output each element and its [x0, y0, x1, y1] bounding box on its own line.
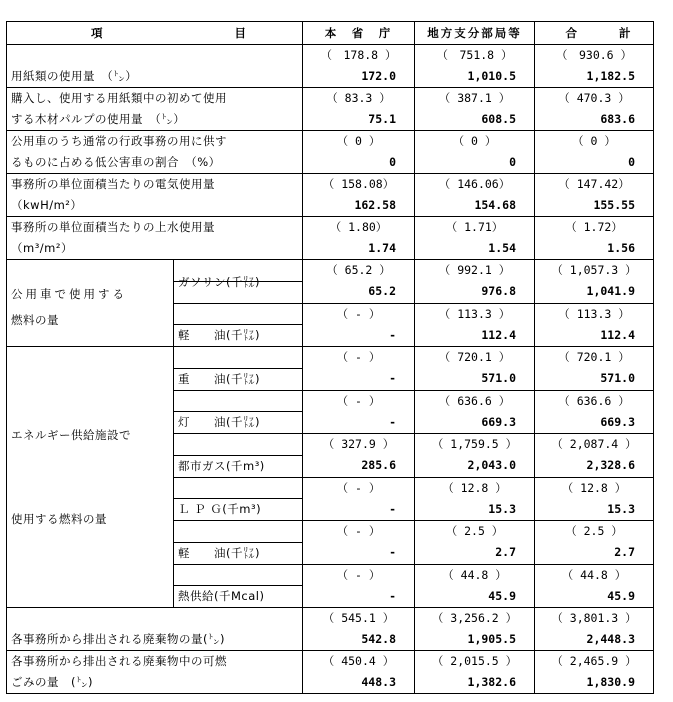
vdiesel-prev-regional: （ 113.3 ） [415, 303, 535, 325]
kerosene-prev-total: （ 636.6 ） [535, 390, 654, 412]
table-row [7, 66, 654, 88]
table-row [7, 238, 654, 260]
ediesel-prev-head: （ - ） [303, 521, 415, 543]
electricity-curr-total: 155.55 [535, 195, 654, 217]
waste-prev-regional: （ 3,256.2 ） [415, 608, 535, 630]
electricity-prev-regional: （ 146.06） [415, 174, 535, 196]
heat-curr-total: 45.9 [535, 586, 654, 608]
waste-curr-head: 542.8 [303, 629, 415, 651]
pulp-curr-head: 75.1 [303, 109, 415, 131]
citygas-prev-total: （ 2,087.4 ） [535, 434, 654, 456]
heavyoil-curr-total: 571.0 [535, 368, 654, 390]
lowpollution-curr-head: 0 [303, 152, 415, 174]
lpg-curr-total: 15.3 [535, 499, 654, 521]
kerosene-curr-head: - [303, 412, 415, 434]
water-label-2: （m³/m²） [7, 238, 303, 260]
vehicle-label-1: 公用車で使用する [11, 287, 127, 301]
water-curr-head: 1.74 [303, 238, 415, 260]
table-row [7, 45, 654, 67]
waste-label: 各事務所から排出される廃棄物の量(㌧) [7, 629, 303, 651]
lowpollution-prev-total: （ 0 ） [535, 131, 654, 153]
table-row [7, 608, 654, 630]
burnable-curr-regional: 1,382.6 [415, 672, 535, 694]
table-row [7, 651, 654, 673]
gasoline-prev-head: （ 65.2 ） [303, 260, 415, 282]
heavyoil-label: 重 油(千㍑) [174, 368, 303, 390]
paper-label: 用紙類の使用量 （㌧） [7, 66, 303, 88]
table-row [7, 672, 654, 694]
vehicle-group-label [7, 260, 174, 347]
header-total-b: 計 [619, 26, 633, 40]
pulp-prev-head: （ 83.3 ） [303, 88, 415, 110]
table-row [7, 217, 654, 239]
ediesel-curr-total: 2.7 [535, 542, 654, 564]
heat-prev-regional: （ 44.8 ） [415, 564, 535, 586]
electricity-curr-head: 162.58 [303, 195, 415, 217]
electricity-prev-head: （ 158.08） [303, 174, 415, 196]
paper-prev-regional: （ 751.8 ） [415, 45, 535, 67]
energy-label-2: 使用する燃料の量 [11, 512, 107, 526]
burnable-curr-total: 1,830.9 [535, 672, 654, 694]
pulp-curr-regional: 608.5 [415, 109, 535, 131]
citygas-prev-head: （ 327.9 ） [303, 434, 415, 456]
lpg-curr-regional: 15.3 [415, 499, 535, 521]
statistics-table [6, 21, 654, 694]
citygas-curr-head: 285.6 [303, 455, 415, 477]
burnable-prev-regional: （ 2,015.5 ） [415, 651, 535, 673]
gasoline-curr-regional: 976.8 [415, 281, 535, 303]
ediesel-curr-head: - [303, 542, 415, 564]
lpg-curr-head: - [303, 499, 415, 521]
energy-label-1: エネルギー供給施設で [11, 428, 131, 442]
water-prev-head: （ 1.80） [303, 217, 415, 239]
burnable-label-2: ごみの量 (㌧) [7, 672, 303, 694]
header-item-b: 目 [234, 26, 248, 40]
header-total [535, 22, 654, 45]
table-row [7, 152, 654, 174]
table-row [7, 109, 654, 131]
waste-curr-total: 2,448.3 [535, 629, 654, 651]
burnable-curr-head: 448.3 [303, 672, 415, 694]
energy-group-label [7, 347, 174, 608]
pulp-curr-total: 683.6 [535, 109, 654, 131]
kerosene-label: 灯 油(千㍑) [174, 412, 303, 434]
gasoline-curr-total: 1,041.9 [535, 281, 654, 303]
vdiesel-label: 軽 油(千㍑) [174, 325, 303, 347]
kerosene-prev-head: （ - ） [303, 390, 415, 412]
heat-prev-head: （ - ） [303, 564, 415, 586]
pulp-label-1: 購入し、使用する用紙類中の初めて使用 [7, 88, 303, 110]
table-row [7, 174, 654, 196]
heat-curr-regional: 45.9 [415, 586, 535, 608]
vdiesel-prev-head: （ - ） [303, 303, 415, 325]
pulp-prev-total: （ 470.3 ） [535, 88, 654, 110]
table-row [7, 260, 654, 282]
gasoline-prev-total: （ 1,057.3 ） [535, 260, 654, 282]
heat-curr-head: - [303, 586, 415, 608]
paper-prev-total: （ 930.6 ） [535, 45, 654, 67]
vdiesel-curr-regional: 112.4 [415, 325, 535, 347]
gasoline-label: ガソリン(千㍑) [174, 271, 303, 293]
vehicle-label-2: 燃料の量 [11, 313, 59, 327]
heat-label: 熱供給(千Mcal) [174, 586, 303, 608]
paper-curr-head: 172.0 [303, 66, 415, 88]
burnable-prev-head: （ 450.4 ） [303, 651, 415, 673]
kerosene-curr-total: 669.3 [535, 412, 654, 434]
water-prev-regional: （ 1.71） [415, 217, 535, 239]
vdiesel-curr-total: 112.4 [535, 325, 654, 347]
lowpollution-curr-regional: 0 [415, 152, 535, 174]
gasoline-curr-head: 65.2 [303, 281, 415, 303]
ediesel-curr-regional: 2.7 [415, 542, 535, 564]
lowpollution-label-2: るものに占める低公害車の割合 （%） [7, 152, 303, 174]
ediesel-prev-total: （ 2.5 ） [535, 521, 654, 543]
pulp-prev-regional: （ 387.1 ） [415, 88, 535, 110]
waste-prev-head: （ 545.1 ） [303, 608, 415, 630]
citygas-label: 都市ガス(千m³) [174, 455, 303, 477]
vdiesel-prev-total: （ 113.3 ） [535, 303, 654, 325]
burnable-label-1: 各事務所から排出される廃棄物中の可燃 [7, 651, 303, 673]
citygas-curr-total: 2,328.6 [535, 455, 654, 477]
water-curr-total: 1.56 [535, 238, 654, 260]
paper-prev-head: （ 178.8 ） [303, 45, 415, 67]
paper-curr-total: 1,182.5 [535, 66, 654, 88]
ediesel-label: 軽 油(千㍑) [174, 542, 303, 564]
table-row [7, 347, 654, 369]
heavyoil-curr-head: - [303, 368, 415, 390]
waste-prev-total: （ 3,801.3 ） [535, 608, 654, 630]
vdiesel-curr-head: - [303, 325, 415, 347]
waste-curr-regional: 1,905.5 [415, 629, 535, 651]
heavyoil-curr-regional: 571.0 [415, 368, 535, 390]
water-prev-total: （ 1.72） [535, 217, 654, 239]
table-row [7, 629, 654, 651]
citygas-curr-regional: 2,043.0 [415, 455, 535, 477]
heavyoil-prev-head: （ - ） [303, 347, 415, 369]
header-total-a: 合 [565, 26, 579, 40]
table-row [7, 131, 654, 153]
heat-prev-total: （ 44.8 ） [535, 564, 654, 586]
lpg-prev-regional: （ 12.8 ） [415, 477, 535, 499]
header-item-a: 項 [91, 26, 105, 40]
lpg-prev-total: （ 12.8 ） [535, 477, 654, 499]
lowpollution-prev-head: （ 0 ） [303, 131, 415, 153]
electricity-label-1: 事務所の単位面積当たりの電気使用量 [7, 174, 303, 196]
heavyoil-prev-total: （ 720.1 ） [535, 347, 654, 369]
pulp-label-2: する木材パルプの使用量 （㌧） [7, 109, 303, 131]
water-label-1: 事務所の単位面積当たりの上水使用量 [7, 217, 303, 239]
citygas-prev-regional: （ 1,759.5 ） [415, 434, 535, 456]
paper-curr-regional: 1,010.5 [415, 66, 535, 88]
lpg-prev-head: （ - ） [303, 477, 415, 499]
electricity-curr-regional: 154.68 [415, 195, 535, 217]
gasoline-prev-regional: （ 992.1 ） [415, 260, 535, 282]
lpg-label: Ｌ Ｐ Ｇ(千m³) [174, 499, 303, 521]
kerosene-curr-regional: 669.3 [415, 412, 535, 434]
burnable-prev-total: （ 2,465.9 ） [535, 651, 654, 673]
header-row [7, 22, 654, 45]
header-head-office: 本 省 庁 [303, 22, 415, 45]
lowpollution-curr-total: 0 [535, 152, 654, 174]
ediesel-prev-regional: （ 2.5 ） [415, 521, 535, 543]
table-row [7, 195, 654, 217]
lowpollution-prev-regional: （ 0 ） [415, 131, 535, 153]
water-curr-regional: 1.54 [415, 238, 535, 260]
electricity-label-2: （kwH/m²） [7, 195, 303, 217]
table-row [7, 88, 654, 110]
kerosene-prev-regional: （ 636.6 ） [415, 390, 535, 412]
header-regional-offices: 地方支分部局等 [415, 22, 535, 45]
heavyoil-prev-regional: （ 720.1 ） [415, 347, 535, 369]
electricity-prev-total: （ 147.42） [535, 174, 654, 196]
lowpollution-label-1: 公用車のうち通常の行政事務の用に供す [7, 131, 303, 153]
header-item [7, 22, 303, 45]
